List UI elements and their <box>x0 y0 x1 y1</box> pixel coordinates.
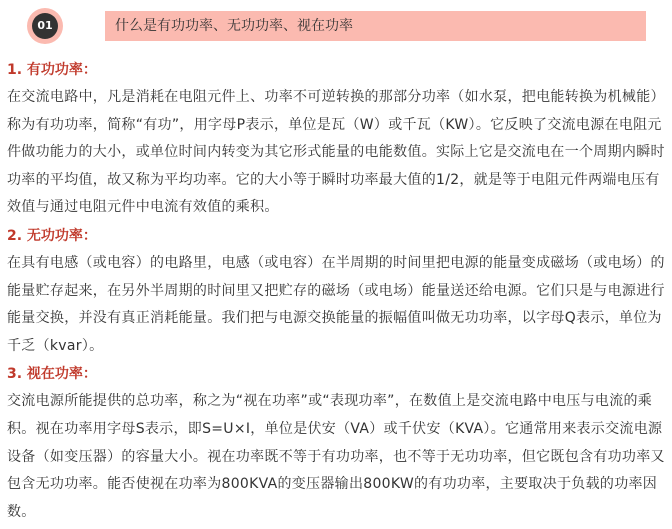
article-body <box>7 56 667 526</box>
section-header <box>27 8 646 44</box>
heading-apparent-power: 3. 视在功率： <box>7 366 97 383</box>
paragraph-reactive-power: 在具有电感（或电容）的电路里，电感（或电容）在半周期的时间里把电源的能量变成磁场（或电场）的能量贮存起来，在另外半周期的时间里又把贮存的磁场（或电场）能量送还给电源。它们只是与电源进行能量交换，并没有真正消耗能量。我们把与电源交换能量的振幅值叫做无功功率，以字母Q表示，单位为千乏（kvar）。 <box>7 254 665 354</box>
number-badge: 01 <box>32 13 58 39</box>
heading-active-power: 1. 有功功率： <box>7 62 97 78</box>
heading-reactive-power: 2. 无功功率： <box>7 227 97 244</box>
section-title: 什么是有功功率、无功功率、视在功率 <box>105 11 646 41</box>
paragraph-apparent-power: 交流电源所能提供的总功率，称之为“视在功率”或“表现功率”，在数值上是交流电路中电压与电流的乘积。视在功率用字母S表示，即S=U×I，单位是伏安（VA）或千伏安（KVA）。它通常用来表示交流电源设备（如变压器）的容量大小。视在功率既不等于有功功率，也不等于无功功率，但它既包含有功功率又包含无功功率。能否使视在功率为800KVA的变压器输出800KW的有功功率，主要取决于负载的功率因数。 <box>7 393 665 520</box>
paragraph-active-power: 在交流电路中，凡是消耗在电阻元件上、功率不可逆转换的那部分功率（如水泵，把电能转换为机械能）称为有功功率，简称“有功”，用字母P表示，单位是瓦（W）或千瓦（KW）。它反映了交流电源在电阻元件做功能力的大小，或单位时间内转变为其它形式能量的电能数值。实际上它是交流电在一个周期内瞬时功率的平均值，故又称为平均功率。它的大小等于瞬时功率最大值的1/2，就是等于电阻元件两端电压有效值与通过电阻元件中电流有效值的乘积。 <box>7 89 665 216</box>
number-badge-ring <box>27 8 63 44</box>
